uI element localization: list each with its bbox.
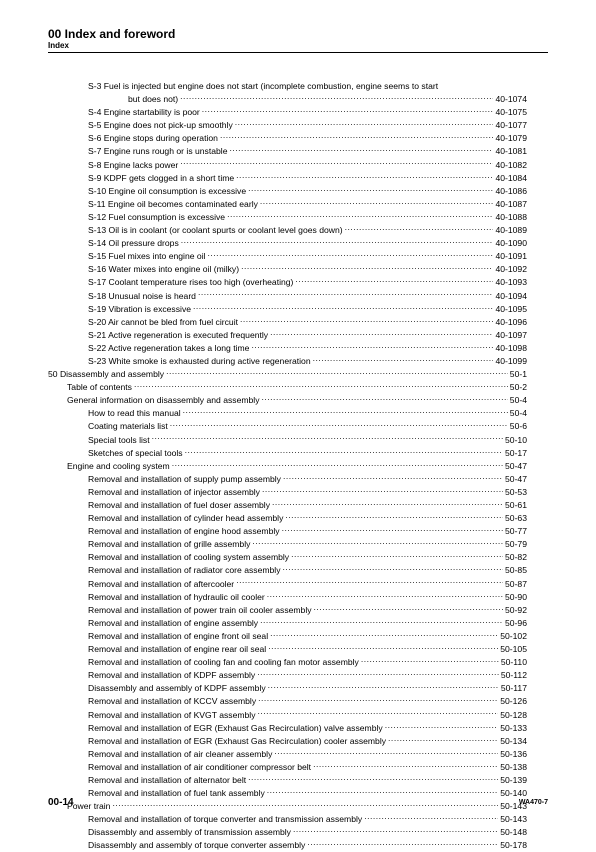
chapter-title: 00 Index and foreword xyxy=(48,27,176,41)
dot-leader xyxy=(236,577,503,587)
toc-entry xyxy=(48,315,527,328)
toc-entry-page: 50-10 xyxy=(505,434,527,445)
toc-entry-page: 50-1 xyxy=(509,369,527,380)
toc-entry-page: 50-134 xyxy=(500,735,527,746)
dot-leader xyxy=(293,825,498,835)
dot-leader xyxy=(285,511,503,521)
toc-entry xyxy=(48,171,527,184)
dot-leader xyxy=(283,472,503,482)
toc-entry-page: 50-79 xyxy=(505,539,527,550)
toc-entry-page: 50-126 xyxy=(500,696,527,707)
toc-entry xyxy=(48,708,527,721)
toc-entry-page: 50-96 xyxy=(505,617,527,628)
dot-leader xyxy=(364,812,498,822)
toc-entry-page: 50-4 xyxy=(509,395,527,406)
toc-entry-page: 40-1098 xyxy=(495,342,527,353)
header-divider xyxy=(48,52,548,53)
toc-entry-page: 50-148 xyxy=(500,827,527,838)
toc-entry-label: Removal and installation of EGR (Exhaust Gas Recirculation) cooler assembly xyxy=(88,735,387,746)
dot-leader xyxy=(257,668,499,678)
toc-section xyxy=(48,799,527,812)
toc-entry-label: S-23 White smoke is exhausted during active regeneration xyxy=(88,355,311,366)
toc-entry-label: Removal and installation of fuel tank assembly xyxy=(88,788,265,799)
toc-entry-label: Removal and installation of EGR (Exhaust Gas Recirculation) valve assembly xyxy=(88,722,383,733)
toc-entry-label: Removal and installation of torque converter and transmission assembly xyxy=(88,814,363,825)
toc-entry-label: S-14 Oil pressure drops xyxy=(88,238,179,249)
toc-entry-page: 50-136 xyxy=(500,748,527,759)
dot-leader xyxy=(282,524,503,534)
toc-entry-label: Removal and installation of KCCV assembly xyxy=(88,696,257,707)
toc-entry xyxy=(48,747,527,760)
toc-entry-page: 50-17 xyxy=(505,447,527,458)
dot-leader xyxy=(295,275,493,285)
toc-entry-label: Removal and installation of injector assembly xyxy=(88,486,260,497)
toc-entry-label: S-10 Engine oil consumption is excessive xyxy=(88,185,247,196)
toc-entry-label: S-19 Vibration is excessive xyxy=(88,303,192,314)
toc-entry-label: S-22 Active regeneration takes a long time xyxy=(88,342,250,353)
toc-entry-page: 50-128 xyxy=(500,709,527,720)
dot-leader xyxy=(166,367,508,377)
toc-entry xyxy=(48,694,527,707)
toc-entry xyxy=(48,249,527,262)
toc-entry-label: Removal and installation of air conditioner compressor belt xyxy=(88,761,312,772)
toc-entry xyxy=(48,131,527,144)
toc-entry-label: Removal and installation of engine front oil seal xyxy=(88,630,269,641)
toc-entry-label: S-3 Fuel is injected but engine does not start (incomplete combustion, engine seems to start xyxy=(88,81,439,91)
dot-leader xyxy=(180,92,493,102)
toc-entry xyxy=(48,485,527,498)
toc-entry-page: 50-4 xyxy=(509,408,527,419)
toc-entry xyxy=(48,838,527,851)
dot-leader xyxy=(236,171,493,181)
toc-entry-page: 40-1095 xyxy=(495,303,527,314)
toc-entry-page: 40-1091 xyxy=(495,251,527,262)
toc-entry xyxy=(48,655,527,668)
toc-entry-page: 50-117 xyxy=(500,683,527,694)
toc-entry-label: S-8 Engine lacks power xyxy=(88,159,179,170)
toc-entry xyxy=(48,537,527,550)
toc-entry-page: 50-47 xyxy=(505,460,527,471)
toc-entry-page: 40-1079 xyxy=(495,133,527,144)
toc-entry xyxy=(48,262,527,275)
toc-entry-page: 50-138 xyxy=(500,761,527,772)
toc-entry xyxy=(48,498,527,511)
toc-entry xyxy=(48,603,527,616)
dot-leader xyxy=(248,773,498,783)
toc-entry xyxy=(48,354,527,367)
toc-entry-label: Removal and installation of cylinder head assembly xyxy=(88,513,284,524)
toc-entry-label: Disassembly and assembly of torque converter assembly xyxy=(88,840,306,851)
toc-entry-page: 50-140 xyxy=(500,788,527,799)
dot-leader xyxy=(307,838,498,848)
toc-entry-label: Removal and installation of supply pump assembly xyxy=(88,473,281,484)
toc-entry-label: Removal and installation of cooling system assembly xyxy=(88,552,290,563)
toc-entry-page: 50-90 xyxy=(505,591,527,602)
toc-entry-page: 50-87 xyxy=(505,578,527,589)
dot-leader xyxy=(267,786,498,796)
footer-page-number: 00-14 xyxy=(48,797,74,808)
toc-entry xyxy=(48,341,527,354)
toc-section xyxy=(48,380,527,393)
toc-entry-page: 40-1097 xyxy=(495,329,527,340)
dot-leader xyxy=(262,393,508,403)
dot-leader xyxy=(240,315,493,325)
dot-leader xyxy=(152,433,503,443)
toc-entry xyxy=(48,472,527,485)
dot-leader xyxy=(198,289,493,299)
dot-leader xyxy=(262,485,503,495)
toc-entry-label: Removal and installation of alternator belt xyxy=(88,774,247,785)
toc-entry xyxy=(48,825,527,838)
dot-leader xyxy=(258,694,498,704)
toc-entry-label: General information on disassembly and assembly xyxy=(67,395,260,406)
toc-entry xyxy=(48,144,527,157)
toc-entry xyxy=(48,275,527,288)
toc-entry-page: 40-1087 xyxy=(495,198,527,209)
toc-entry xyxy=(48,721,527,734)
dot-leader xyxy=(170,419,508,429)
toc-entry-label: Removal and installation of fuel doser assembly xyxy=(88,500,270,510)
dot-leader xyxy=(268,642,498,652)
toc-entry-label: Disassembly and assembly of KDPF assembly xyxy=(88,683,266,694)
toc-entry-label: S-11 Engine oil becomes contaminated early xyxy=(88,198,258,209)
dot-leader xyxy=(230,144,494,154)
dot-leader xyxy=(172,459,503,469)
toc-entry xyxy=(48,760,527,773)
toc-entry xyxy=(48,236,527,249)
toc-entry-label: 50 Disassembly and assembly xyxy=(48,369,165,380)
dot-leader xyxy=(314,603,503,613)
toc-entry-label: S-20 Air cannot be bled from fuel circuit xyxy=(88,316,238,327)
toc-entry-page: 50-105 xyxy=(500,644,527,655)
toc-entry xyxy=(48,419,527,432)
dot-leader xyxy=(283,563,504,573)
dot-leader xyxy=(193,302,493,312)
toc-entry-page: 40-1090 xyxy=(495,238,527,249)
toc-entry-label: Removal and installation of engine assembly xyxy=(88,617,259,628)
dot-leader xyxy=(134,380,508,390)
toc-entry xyxy=(48,577,527,590)
toc-entry-label: Removal and installation of KDPF assembly xyxy=(88,670,256,681)
toc-entry xyxy=(48,550,527,563)
toc-section xyxy=(48,459,527,472)
toc-entry-page: 50-139 xyxy=(500,774,527,785)
dot-leader xyxy=(291,550,503,560)
toc-entry-label: S-9 KDPF gets clogged in a short time xyxy=(88,172,235,183)
toc-entry-label: S-18 Unusual noise is heard xyxy=(88,290,196,301)
toc-entry-page: 50-102 xyxy=(500,630,527,641)
dot-leader xyxy=(185,446,503,456)
toc-entry-page: 50-61 xyxy=(505,500,527,510)
toc-entry-page: 50-6 xyxy=(509,421,527,432)
toc-entry-label: S-7 Engine runs rough or is unstable xyxy=(88,146,228,157)
toc-entry-page: 50-85 xyxy=(505,565,527,576)
dot-leader xyxy=(274,747,498,757)
toc-entry xyxy=(48,184,527,197)
dot-leader xyxy=(252,537,503,547)
toc-entry-wrapped xyxy=(48,80,527,105)
toc-entry-label: Removal and installation of hydraulic oil cooler xyxy=(88,591,265,602)
dot-leader xyxy=(345,223,494,233)
toc-entry xyxy=(48,511,527,524)
toc-entry xyxy=(48,642,527,655)
dot-leader xyxy=(313,354,494,364)
toc-entry xyxy=(48,563,527,576)
dot-leader xyxy=(227,210,493,220)
toc-entry-page: 50-110 xyxy=(500,657,527,668)
toc-entry-label-continued: but does not) xyxy=(128,94,179,105)
toc-entry xyxy=(48,105,527,118)
toc-entry-label: Engine and cooling system xyxy=(67,460,170,471)
toc-entry xyxy=(48,210,527,223)
toc-entry xyxy=(48,616,527,629)
toc-chapter xyxy=(48,367,527,380)
toc-entry xyxy=(48,773,527,786)
dot-leader xyxy=(208,249,494,259)
toc-entry-page: 50-178 xyxy=(500,840,527,851)
dot-leader xyxy=(248,184,493,194)
toc-entry-page: 50-2 xyxy=(509,382,527,393)
toc-entry-page: 40-1088 xyxy=(495,211,527,222)
toc-entry-label: Table of contents xyxy=(67,382,132,393)
toc-entry-label: S-6 Engine stops during operation xyxy=(88,133,218,144)
toc-entry-label: Coating materials list xyxy=(88,421,168,432)
footer-model: WA470-7 xyxy=(518,799,548,806)
dot-leader xyxy=(385,721,499,731)
toc-entry-page: 40-1074 xyxy=(495,94,527,105)
toc-entry-label: S-13 Oil is in coolant (or coolant spurts or coolant level goes down) xyxy=(88,225,343,236)
toc-entry xyxy=(48,406,527,419)
toc-entry xyxy=(48,524,527,537)
toc-entry-page: 40-1081 xyxy=(495,146,527,157)
toc-entry xyxy=(48,681,527,694)
dot-leader xyxy=(313,760,498,770)
toc-entry xyxy=(48,223,527,236)
toc-entry-page: 40-1094 xyxy=(495,290,527,301)
toc-entry-page: 50-133 xyxy=(500,722,527,733)
toc-entry-label: S-16 Water mixes into engine oil (milky) xyxy=(88,264,240,275)
toc-entry-page: 50-63 xyxy=(505,513,527,524)
toc-entry-label: S-5 Engine does not pick-up smoothly xyxy=(88,120,233,131)
toc-entry-page: 40-1099 xyxy=(495,355,527,366)
toc-entry xyxy=(48,328,527,341)
dot-leader xyxy=(272,498,503,508)
dot-leader xyxy=(241,262,493,272)
dot-leader xyxy=(260,616,503,626)
toc-entry-label: Sketches of special tools xyxy=(88,447,183,458)
toc-entry-label: Removal and installation of grille assembly xyxy=(88,539,251,550)
toc-entry xyxy=(48,118,527,131)
toc-entry xyxy=(48,158,527,171)
toc-entry-label: How to read this manual xyxy=(88,408,181,419)
dot-leader xyxy=(268,681,499,691)
toc-entry xyxy=(48,786,527,799)
dot-leader xyxy=(258,708,499,718)
dot-leader xyxy=(270,629,498,639)
toc-entry-label: S-4 Engine startability is poor xyxy=(88,107,200,118)
dot-leader xyxy=(260,197,494,207)
toc-entry-page: 50-47 xyxy=(505,473,527,484)
toc-entry-page: 50-143 xyxy=(500,814,527,825)
toc-entry-page: 40-1089 xyxy=(495,225,527,236)
dot-leader xyxy=(181,236,494,246)
toc-entry-page: 40-1093 xyxy=(495,277,527,288)
toc-entry-label: S-12 Fuel consumption is excessive xyxy=(88,211,226,222)
toc-entry-page: 40-1086 xyxy=(495,185,527,196)
dot-leader xyxy=(270,328,493,338)
toc-entry xyxy=(48,302,527,315)
toc-entry-page: 40-1084 xyxy=(495,172,527,183)
toc-entry-page: 40-1077 xyxy=(495,120,527,131)
toc-entry-label: S-15 Fuel mixes into engine oil xyxy=(88,251,206,262)
toc-entry-page: 50-143 xyxy=(500,801,527,812)
toc-entry-label: S-21 Active regeneration is executed frequently xyxy=(88,329,269,340)
toc-entry-page: 40-1092 xyxy=(495,264,527,275)
toc-entry xyxy=(48,668,527,681)
toc-entry-page: 40-1075 xyxy=(495,107,527,118)
toc-entry xyxy=(48,197,527,210)
dot-leader xyxy=(202,105,494,115)
toc-entry xyxy=(48,812,527,825)
toc-entry-page: 50-77 xyxy=(505,526,527,537)
toc-entry-label: Removal and installation of air cleaner assembly xyxy=(88,748,273,759)
toc-entry-page: 50-92 xyxy=(505,604,527,615)
toc-entry-page: 40-1096 xyxy=(495,316,527,327)
toc-entry xyxy=(48,289,527,302)
section-subtitle: Index xyxy=(48,41,69,50)
toc-entry-label: Special tools list xyxy=(88,434,150,445)
toc-entry-label: Removal and installation of cooling fan and cooling fan motor assembly xyxy=(88,657,359,668)
dot-leader xyxy=(388,734,498,744)
dot-leader xyxy=(112,799,498,809)
toc-entry-label: Removal and installation of power train oil cooler assembly xyxy=(88,604,312,615)
toc-entry-label: Removal and installation of radiator core assembly xyxy=(88,565,281,576)
toc-section xyxy=(48,393,527,406)
toc-entry xyxy=(48,446,527,459)
toc-entry-label: Removal and installation of engine hood assembly xyxy=(88,526,280,537)
toc-entry xyxy=(48,629,527,642)
toc-entry-label: Removal and installation of engine rear oil seal xyxy=(88,644,267,655)
toc-entry-label: Removal and installation of aftercooler xyxy=(88,578,235,589)
toc-entry-label: Removal and installation of KVGT assembly xyxy=(88,709,256,720)
dot-leader xyxy=(235,118,494,128)
toc-entry-label: Disassembly and assembly of transmission assembly xyxy=(88,827,291,838)
dot-leader xyxy=(183,406,508,416)
dot-leader xyxy=(267,590,503,600)
toc-entry xyxy=(48,734,527,747)
dot-leader xyxy=(361,655,499,665)
toc-entry xyxy=(48,433,527,446)
toc-entry xyxy=(48,590,527,603)
toc-entry-label: S-17 Coolant temperature rises too high (overheating) xyxy=(88,277,294,288)
table-of-contents xyxy=(48,80,527,852)
toc-entry-page: 50-112 xyxy=(500,670,527,681)
toc-entry-page: 40-1082 xyxy=(495,159,527,170)
dot-leader xyxy=(251,341,493,351)
dot-leader xyxy=(180,158,493,168)
toc-entry-label: Power train xyxy=(67,801,111,812)
toc-entry-page: 50-82 xyxy=(505,552,527,563)
toc-entry-page: 50-53 xyxy=(505,486,527,497)
dot-leader xyxy=(220,131,494,141)
